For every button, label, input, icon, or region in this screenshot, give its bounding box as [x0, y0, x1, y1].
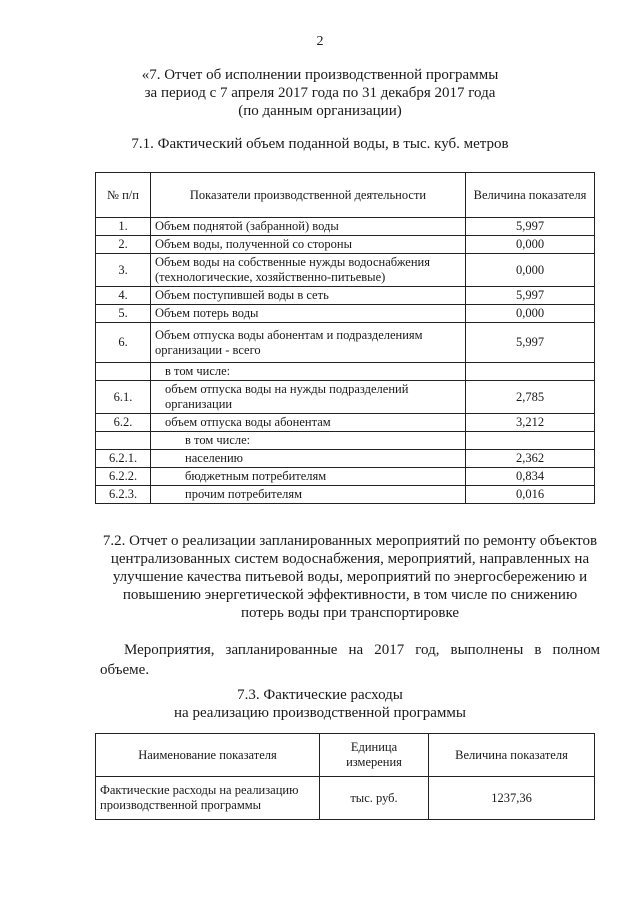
- row-value: 5,997: [466, 287, 595, 305]
- table-row: [96, 468, 595, 486]
- row-value: 5,997: [466, 323, 595, 363]
- table-row: [96, 254, 595, 287]
- table-row: [96, 414, 595, 432]
- expenses-row-value: 1237,36: [429, 777, 595, 820]
- water-volume-table: [95, 172, 595, 504]
- row-number: 4.: [96, 287, 151, 305]
- row-number: 2.: [96, 236, 151, 254]
- row-indicator: объем отпуска воды на нужды подразделений организации: [151, 381, 466, 414]
- expenses-table: [95, 733, 595, 820]
- row-number: 6.2.2.: [96, 468, 151, 486]
- table-row: [96, 323, 595, 363]
- row-value: [466, 363, 595, 381]
- expenses-row-name: Фактические расходы на реализацию производственной программы: [96, 777, 320, 820]
- row-number: 5.: [96, 305, 151, 323]
- row-value: 0,834: [466, 468, 595, 486]
- row-value: 3,212: [466, 414, 595, 432]
- title-line-2: за период с 7 апреля 2017 года по 31 декабря 2017 года: [144, 85, 496, 101]
- expenses-header-unit: Единица измерения: [320, 734, 429, 777]
- row-value: [466, 432, 595, 450]
- expenses-header-value: Величина показателя: [429, 734, 595, 777]
- expenses-row-unit: тыс. руб.: [320, 777, 429, 820]
- table-row: [96, 381, 595, 414]
- table-row: [96, 218, 595, 236]
- table-header-row: [96, 173, 595, 218]
- section-7-2-heading: 7.2. Отчет о реализации запланированных мероприятий по ремонту объектов централизованных систем водоснабжения, мероприятий, направленных на улучшение качества питьевой воды, мероприятий по энергосбережению и повышению энергетической эффективности, в том числе по снижению потерь воды при транспортировке: [102, 533, 598, 621]
- row-indicator: Объем отпуска воды абонентам и подразделениям организации - всего: [151, 323, 466, 363]
- row-value: 0,016: [466, 486, 595, 504]
- header-indicator: Показатели производственной деятельности: [151, 173, 466, 218]
- row-value: 2,362: [466, 450, 595, 468]
- table-row: [96, 450, 595, 468]
- row-indicator: Объем поступившей воды в сеть: [151, 287, 466, 305]
- row-value: 0,000: [466, 305, 595, 323]
- row-indicator: Объем воды, полученной со стороны: [151, 236, 466, 254]
- row-indicator: Объем потерь воды: [151, 305, 466, 323]
- row-number: 6.2.3.: [96, 486, 151, 504]
- row-number: 3.: [96, 254, 151, 287]
- table-row: [96, 363, 595, 381]
- row-indicator: в том числе:: [151, 432, 466, 450]
- table-row: [96, 287, 595, 305]
- row-number: [96, 432, 151, 450]
- table-row: [96, 236, 595, 254]
- row-value: 5,997: [466, 218, 595, 236]
- row-indicator: бюджетным потребителям: [151, 468, 466, 486]
- row-number: 1.: [96, 218, 151, 236]
- title-line-1: «7. Отчет об исполнении производственной программы: [141, 67, 499, 83]
- row-indicator: прочим потребителям: [151, 486, 466, 504]
- row-indicator: Объем воды на собственные нужды водоснабжения (технологические, хозяйственно-питьевые): [151, 254, 466, 287]
- section-7-3-heading: [0, 686, 640, 722]
- expenses-header-name: Наименование показателя: [96, 734, 320, 777]
- section-7-2-text: Мероприятия, запланированные на 2017 год, выполнены в полном объеме.: [100, 642, 600, 678]
- water-volume-rows: [96, 218, 595, 504]
- row-number: 6.1.: [96, 381, 151, 414]
- header-value: Величина показателя: [466, 173, 595, 218]
- expenses-header-row: [96, 734, 595, 777]
- row-indicator: в том числе:: [151, 363, 466, 381]
- row-number: 6.2.: [96, 414, 151, 432]
- row-number: 6.2.1.: [96, 450, 151, 468]
- row-value: 0,000: [466, 236, 595, 254]
- header-num: № п/п: [96, 173, 151, 218]
- section-7-3-heading-line-1: 7.3. Фактические расходы: [237, 687, 403, 703]
- table-row: [96, 486, 595, 504]
- row-indicator: объем отпуска воды абонентам: [151, 414, 466, 432]
- row-indicator: Объем поднятой (забранной) воды: [151, 218, 466, 236]
- section-7-3-heading-line-2: на реализацию производственной программы: [174, 705, 466, 721]
- section-7-1-heading: 7.1. Фактический объем поданной воды, в тыс. куб. метров: [131, 136, 509, 152]
- row-value: 0,000: [466, 254, 595, 287]
- title-line-3: (по данным организации): [238, 103, 402, 119]
- row-indicator: населению: [151, 450, 466, 468]
- expenses-row: [96, 777, 595, 820]
- row-value: 2,785: [466, 381, 595, 414]
- page-number: 2: [316, 34, 324, 49]
- table-row: [96, 432, 595, 450]
- table-row: [96, 305, 595, 323]
- row-number: [96, 363, 151, 381]
- report-title: [0, 66, 640, 120]
- row-number: 6.: [96, 323, 151, 363]
